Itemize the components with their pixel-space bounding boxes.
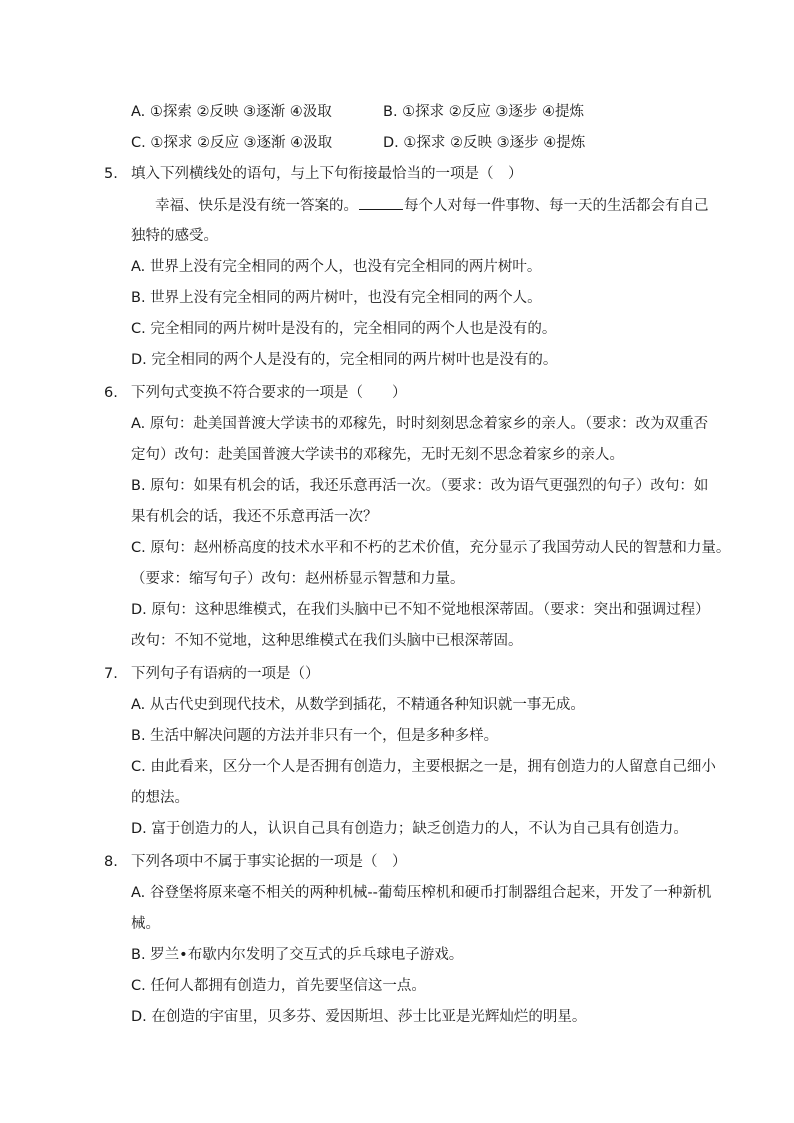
- question-stem: 填入下列横线处的语句，与上下句衔接最恰当的一项是（ ）: [131, 166, 523, 182]
- option-line: 果有机会的话，我还不乐意再活一次？: [131, 509, 378, 525]
- option-d: D. 完全相同的两个人是没有的，完全相同的两片树叶也是没有的。: [131, 352, 558, 368]
- option-line: 械。: [131, 916, 160, 932]
- question-number: 6.: [104, 385, 118, 401]
- option-line: D. 原句：这种思维模式，在我们头脑中已不知不觉地根深蒂固。（要求：突出和强调过程）: [131, 602, 710, 618]
- option-line: A. 谷登堡将原来毫不相关的两种机械--葡萄压榨机和硬币打制器组合起来，开发了一种新机: [131, 885, 712, 901]
- option-line: A. 原句：赴美国普渡大学读书的邓稼先，时时刻刻思念着家乡的亲人。（要求：改为双重否: [131, 416, 709, 432]
- question-number: 5.: [104, 166, 118, 182]
- passage-text: 每个人对每一件事物、每一天的生活都会有自己: [404, 198, 709, 214]
- question-stem: 下列各项中不属于事实论据的一项是（ ）: [131, 854, 407, 870]
- fill-blank: [359, 195, 403, 210]
- question-stem: 下列句子有语病的一项是（）: [131, 666, 320, 682]
- option-a: A. ①探索 ②反映 ③逐渐 ④汲取: [131, 104, 332, 120]
- option-line: 改句：不知不觉地，这种思维模式在我们头脑中已根深蒂固。: [131, 633, 523, 649]
- question-number: 7.: [104, 666, 118, 682]
- option-line: （要求：缩写句子）改句：赵州桥显示智慧和力量。: [131, 571, 465, 587]
- option-line: D. 富于创造力的人，认识自己具有创造力；缺乏创造力的人，不认为自己具有创造力。: [131, 821, 688, 837]
- option-line: C. 由此看来，区分一个人是否拥有创造力，主要根据之一是，拥有创造力的人留意自己细小: [131, 759, 716, 775]
- question-number: 8.: [104, 854, 118, 870]
- passage-line: 独特的感受。: [131, 228, 218, 244]
- option-d: D. ①探求 ②反映 ③逐步 ④提炼: [383, 135, 586, 151]
- option-line: C. 任何人都拥有创造力，首先要坚信这一点。: [131, 978, 426, 994]
- option-line: 定句）改句：赴美国普渡大学读书的邓稼先，无时无刻不思念着家乡的亲人。: [131, 447, 624, 463]
- option-line: C. 原句：赵州桥高度的技术水平和不朽的艺术价值，充分显示了我国劳动人民的智慧和力量。: [131, 540, 731, 556]
- option-line: B. 生活中解决问题的方法并非只有一个，但是多种多样。: [131, 728, 499, 744]
- option-b: B. ①探求 ②反应 ③逐步 ④提炼: [383, 104, 584, 120]
- option-a: A. 世界上没有完全相同的两个人，也没有完全相同的两片树叶。: [131, 259, 542, 275]
- option-c: C. 完全相同的两片树叶是没有的，完全相同的两个人也是没有的。: [131, 321, 557, 337]
- option-line: D. 在创造的宇宙里，贝多芬、爱因斯坦、莎士比亚是光辉灿烂的明星。: [131, 1009, 587, 1025]
- option-b: B. 世界上没有完全相同的两片树叶，也没有完全相同的两个人。: [131, 290, 542, 306]
- option-line: 的想法。: [131, 790, 189, 806]
- option-c: C. ①探求 ②反应 ③逐渐 ④汲取: [131, 135, 333, 151]
- option-line: A. 从古代史到现代技术，从数学到插花，不精通各种知识就一事无成。: [131, 697, 585, 713]
- question-stem: 下列句式变换不符合要求的一项是（ ）: [131, 385, 407, 401]
- option-line: B. 原句：如果有机会的话，我还乐意再活一次。（要求：改为语气更强烈的句子）改句：如: [131, 478, 709, 494]
- option-line: B. 罗兰•布歇内尔发明了交互式的乒乓球电子游戏。: [131, 947, 464, 963]
- passage-text: 幸福、快乐是没有统一答案的。: [155, 198, 358, 214]
- passage-line: [155, 195, 709, 215]
